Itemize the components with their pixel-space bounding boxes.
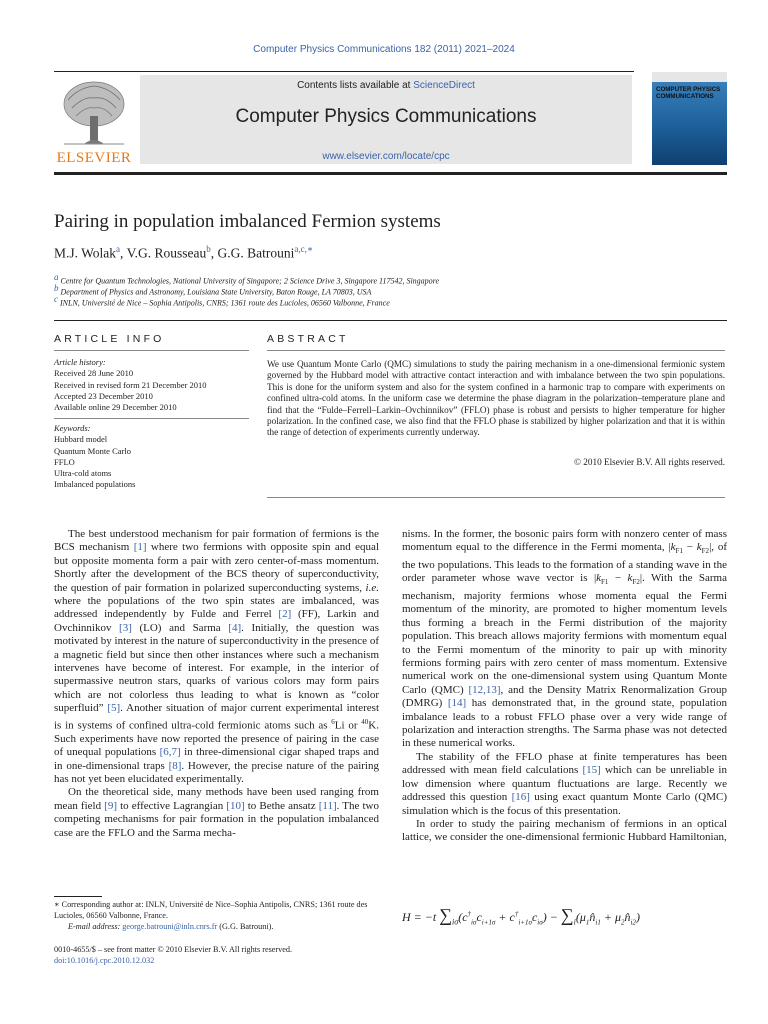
affiliation-marker: c <box>54 294 58 304</box>
body-column-left <box>54 528 379 840</box>
article-history <box>54 357 254 413</box>
citation-link[interactable]: [9] <box>104 799 117 812</box>
footnote-rule <box>54 896 102 897</box>
author-affiliation-link[interactable]: b <box>206 244 211 254</box>
journal-title: Computer Physics Communications <box>235 106 537 127</box>
abstract-copyright: © 2010 Elsevier B.V. All rights reserved. <box>574 457 725 467</box>
keywords <box>54 423 254 491</box>
history-item: Received 28 June 2010 <box>54 368 134 379</box>
keywords-label: Keywords: <box>54 423 91 433</box>
abstract-rule <box>267 350 725 351</box>
affiliation <box>54 294 390 308</box>
citation-link[interactable]: [14] <box>447 697 467 710</box>
abstract-bottom-rule <box>267 497 725 498</box>
citation-link[interactable]: [15] <box>582 764 601 777</box>
citation-link[interactable]: [3] <box>119 621 132 634</box>
email-link[interactable]: george.batrouni@inln.cnrs.fr <box>122 922 218 931</box>
contents-line <box>140 80 632 91</box>
author-affiliation-link[interactable]: a,c,∗ <box>294 244 313 254</box>
front-matter-note <box>54 944 292 966</box>
contents-prefix: Contents lists available at <box>297 80 414 91</box>
citation-link[interactable]: [16] <box>511 791 530 804</box>
body-paragraph: In order to study the pairing mechanism of fermions in an optical lattice, we consider the one-dimensional fermionic Hubbard Hamiltonian, <box>402 817 727 844</box>
citation-link[interactable]: [4] <box>228 621 242 634</box>
corresponding-author-note: ∗ Corresponding author at: INLN, Université de Nice–Sophia Antipolis, CNRS; 1361 route des Lucioles, 06560 Valbonne, France. <box>54 900 368 920</box>
email-label: E-mail address: <box>68 922 123 931</box>
sciencedirect-link[interactable]: ScienceDirect <box>413 80 475 91</box>
keyword: FFLO <box>54 456 75 467</box>
citation-link[interactable]: [8] <box>168 759 182 772</box>
author-affiliation-link[interactable]: a <box>116 244 121 254</box>
article-info-heading: ARTICLE INFO <box>54 333 165 345</box>
issn-line: 0010-4655/$ – see front matter © 2010 Elsevier B.V. All rights reserved. <box>54 945 293 954</box>
history-label: Article history: <box>54 357 106 367</box>
abstract-heading: ABSTRACT <box>267 333 349 345</box>
abstract-text: We use Quantum Monte Carlo (QMC) simulations to study the pairing mechanism in a one-dimensional fermionic system governed by the Hubbard model with attractive contact interaction and with imbalance between the two spin populations. This is done for the uniform system and also for the system confined in a harmonic trap to compare with experiments on confined ultra-cold atoms. In the uniform case we determine the phase diagram in the polarization–temperature plane and find that the “Fulde–Ferrell–Larkin–Ovchinnikov” (FFLO) phase is robust and persists to higher temperature for higher polarization. In the confined case, we also find that the FFLO phase is stabilized by higher polarization and that it is within the range of detection of experiments currently underway. <box>267 359 725 438</box>
keyword: Imbalanced populations <box>54 479 136 490</box>
doi-link[interactable]: doi:10.1016/j.cpc.2010.12.032 <box>54 956 155 965</box>
author-list: M.J. Wolak$^a$, V.G. Rousseau$^b$, G.G. Batrouni$^{a,c,∗}$ <box>54 244 313 261</box>
cover-top-band <box>652 72 727 82</box>
cover-title: COMPUTER PHYSICS COMMUNICATIONS <box>656 86 721 100</box>
keyword: Quantum Monte Carlo <box>54 445 131 456</box>
paper-title: Pairing in population imbalanced Fermion systems <box>54 211 441 232</box>
body-paragraph: nisms. In the former, the bosonic pairs form with nonzero center of mass momentum equal to the difference in the Fermi momenta, $|k_{F1} - k_{F2}|$, of the two populations. This leads to the formation of a standing wave in the order parameter whose wave vector is $|k_{F1} - k_{F2}|$. With the Sarma mechanism, majority fermions whose momenta equal the Fermi momentum of the minority, are promoted to higher momentum levels thus forming a breach in the Fermi distribution of the majority population. This breach allows majority fermions with momentum equal to the Fermi momentum of the minority to pair up with minority fermions forming pairs with zero center of mass momentum. Extensive numerical work on the one-dimensional system using Quantum Monte Carlo (QMC) [12,13], and the Density Matrix Renormalization Group (DMRG) [14] has demonstrated that, in the ground state, population imbalance leads to a robust FFLO phase over a very wide range of polarization and interaction strengths. The Sarma phase was not detected in these numerical works. <box>402 528 727 750</box>
keywords-rule <box>54 418 249 419</box>
history-item: Received in revised form 21 December 2010 <box>54 379 207 390</box>
section-divider <box>54 320 727 321</box>
article-info-rule <box>54 350 249 351</box>
journal-url-link[interactable]: www.elsevier.com/locate/cpc <box>322 151 450 162</box>
citation-link[interactable]: [2] <box>278 608 292 621</box>
masthead-top-rule <box>54 71 634 72</box>
body-paragraph: The best understood mechanism for pair formation of fermions is the BCS mechanism [1] where two fermions with opposite spin and equal but opposite momenta form a pair with zero center-of-mass momentum. Shortly after the development of the BCS theory of superconductivity, the question of pair formation in polarized superconducting systems, i.e. where the populations of the two spin states are imbalanced, was addressed independently by Fulde and Ferrel [2] (FF), Larkin and Ovchinnikov [3] (LO) and Sarma [4]. Initially, the question was motivated by interest in the nature of superconductivity in the presence of a magnetic field but since then other instances where such a mechanism intervenes have become of interest. For example, in the interior of supermassive neutron stars, quarks of various colors may form pairs which are not colorless thus leading to what is known as “color superfluid” [5]. Another situation of major current experimental interest is in systems of confined ultra-cold fermionic atoms such as $^6$Li or $^{40}$K. Such experiments have now reported the presence of pairing in the case of unequal populations [6,7] in three-dimensional cigar shaped traps and in one-dimensional traps [8]. However, the precise nature of the pairing has not yet been elucidated experimentally. <box>54 528 380 785</box>
masthead-bottom-rule <box>54 172 727 175</box>
journal-reference[interactable]: Computer Physics Communications 182 (2011) 2021–2024 <box>253 44 515 55</box>
body-paragraph: The stability of the FFLO phase at finite temperatures has been addressed with mean field calculations [15] which can be unreliable in low dimension where quantum fluctuations are large. Recently we addressed this question [16] using exact quantum Monte Carlo (QMC) simulation which is the focus of this presentation. <box>402 750 727 817</box>
author-name: V.G. Rousseau <box>126 245 207 261</box>
hamiltonian-equation: H = −t $\sum_{i\sigma}(c^\dagger_{i\sigma}c_{i+1\sigma} + c^\dagger_{i+1\sigma}c_{i\sigma})$ − $\sum_i(\mu_1n̂_{i1}$ + $\mu_2n̂_{i2}$) <box>402 905 640 927</box>
citation-link[interactable]: [1] <box>133 541 147 554</box>
email-owner: (G.G. Batrouni). <box>217 922 274 931</box>
affiliation-text: Centre for Quantum Technologies, National University of Singapore; 2 Science Drive 3, Singapore 117542, Singapore <box>60 276 440 286</box>
history-item: Available online 29 December 2010 <box>54 402 177 413</box>
affiliation-marker: a <box>54 272 59 282</box>
author-name: G.G. Batrouni <box>217 245 295 261</box>
citation-link[interactable]: [6,7] <box>159 746 181 759</box>
publisher-name: ELSEVIER <box>56 150 132 166</box>
body-paragraph: On the theoretical side, many methods have been used ranging from mean field [9] to effective Lagrangian [10] to Bethe ansatz [11]. The two competing mechanisms for pair formation in the population imbalanced case are the FFLO and the Sarma mecha- <box>54 786 379 839</box>
citation-link[interactable]: [10] <box>226 799 245 812</box>
citation-link[interactable]: [12,13] <box>468 683 501 696</box>
body-column-right <box>402 528 727 845</box>
affiliation-marker: b <box>54 283 59 293</box>
history-item: Accepted 23 December 2010 <box>54 390 153 401</box>
citation-link[interactable]: [11] <box>318 799 337 812</box>
footnote <box>54 899 380 932</box>
keyword: Ultra-cold atoms <box>54 468 112 479</box>
author-name: M.J. Wolak <box>54 245 117 261</box>
keyword: Hubbard model <box>54 434 108 445</box>
citation-link[interactable]: [5] <box>107 702 121 715</box>
affiliation-text: Department of Physics and Astronomy, Louisiana State University, Baton Rouge, LA 70803, USA <box>60 287 372 297</box>
affiliation-text: INLN, Université de Nice – Sophia Antipolis, CNRS; 1361 route des Lucioles, 06560 Valbonne, France <box>60 298 390 308</box>
email-line <box>54 921 380 932</box>
